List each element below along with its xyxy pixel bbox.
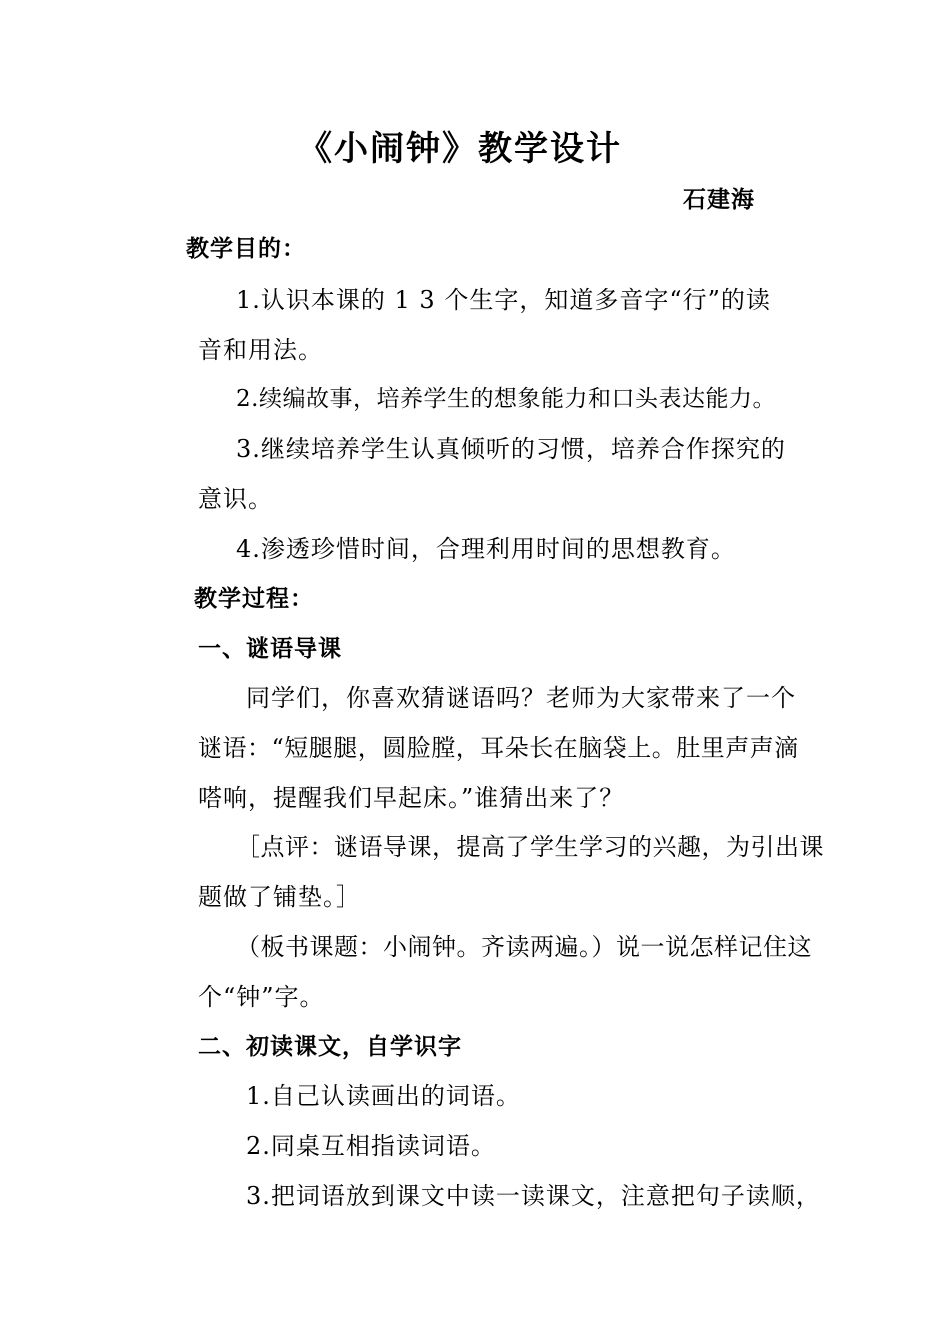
author-name: 石建海	[683, 187, 755, 213]
section-1-paragraph-line-1: 同学们，你喜欢猜谜语吗？老师为大家带来了一个	[246, 684, 796, 712]
document-title: 《小闹钟》教学设计	[298, 129, 622, 169]
section-1-heading: 一、谜语导课	[198, 636, 342, 662]
objective-item-3-line-1: 3.继续培养学生认真倾听的习惯，培养合作探究的	[236, 435, 786, 463]
section-2-item-3: 3.把词语放到课文中读一读课文，注意把句子读顺，	[246, 1182, 821, 1210]
section-2-item-2: 2.同桌互相指读词语。	[246, 1132, 496, 1160]
section-1-comment-line-1: ［点评：谜语导课，提高了学生学习的兴趣，为引出课	[236, 833, 824, 861]
section-1-paragraph-line-3: 嗒响，提醒我们早起床。”谁猜出来了？	[198, 784, 625, 812]
process-heading: 教学过程：	[194, 586, 314, 612]
section-1-board-line-2: 个“钟”字。	[198, 983, 325, 1011]
section-1-comment-line-2: 题做了铺垫。］	[198, 883, 361, 911]
objective-item-1-line-1: 1.认识本课的 1 3 个生字，知道多音字“行”的读	[236, 286, 771, 314]
section-2-heading: 二、初读课文，自学识字	[198, 1034, 462, 1060]
objective-item-1-line-2: 音和用法。	[198, 336, 323, 364]
section-1-board-line-1: （板书课题：小闹钟。齐读两遍。）说一说怎样记住这	[236, 933, 812, 961]
objective-item-4: 4.渗透珍惜时间，合理利用时间的思想教育。	[236, 535, 736, 563]
objective-item-2: 2.续编故事，培养学生的想象能力和口头表达能力。	[236, 386, 776, 412]
objectives-heading: 教学目的：	[186, 236, 306, 262]
objective-item-3-line-2: 意识。	[198, 485, 273, 513]
section-2-item-1: 1.自己认读画出的词语。	[246, 1082, 521, 1110]
section-1-paragraph-line-2: 谜语：“短腿腿，圆脸膛，耳朵长在脑袋上。肚里声声滴	[198, 734, 799, 762]
